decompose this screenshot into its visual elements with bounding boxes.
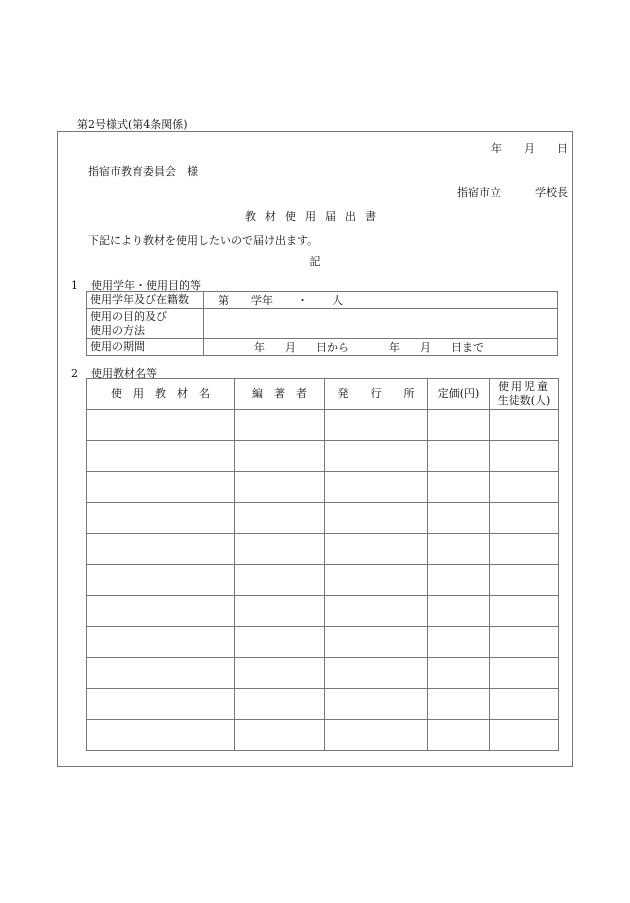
material-name-cell[interactable] [87, 565, 235, 596]
material-name-cell[interactable] [87, 503, 235, 534]
grade-value[interactable] [204, 292, 558, 309]
grade-dot: ・ [297, 294, 308, 307]
col-material-name: 使 用 教 材 名 [87, 379, 235, 410]
col-student-count-line1: 使用児童 [498, 380, 550, 393]
table-row [87, 720, 559, 751]
publisher-cell[interactable] [325, 503, 428, 534]
section1-title: 使用学年・使用目的等 [91, 279, 201, 292]
table-row [87, 658, 559, 689]
form-number-label: 第2号様式(第4条関係) [77, 118, 188, 131]
student-count-cell[interactable] [490, 689, 559, 720]
col-publisher: 発 行 所 [325, 379, 428, 410]
material-name-cell[interactable] [87, 689, 235, 720]
price-cell[interactable] [428, 658, 490, 689]
publisher-cell[interactable] [325, 720, 428, 751]
publisher-cell[interactable] [325, 596, 428, 627]
date-day: 日 [557, 142, 568, 155]
price-cell[interactable] [428, 627, 490, 658]
col-student-count-line2: 生徒数(人) [497, 394, 551, 407]
price-cell[interactable] [428, 565, 490, 596]
materials-table-body [87, 410, 559, 751]
purpose-label-line1: 使用の目的及び [90, 309, 167, 323]
grade-nin: 人 [332, 294, 343, 307]
author-cell[interactable] [235, 720, 325, 751]
material-name-cell[interactable] [87, 441, 235, 472]
price-cell[interactable] [428, 503, 490, 534]
publisher-cell[interactable] [325, 472, 428, 503]
author-cell[interactable] [235, 534, 325, 565]
material-name-cell[interactable] [87, 472, 235, 503]
date-month: 月 [524, 142, 535, 155]
table-row [87, 441, 559, 472]
period-label: 使用の期間 [87, 339, 204, 356]
document-title: 教材使用届出書 [245, 210, 385, 223]
price-cell[interactable] [428, 441, 490, 472]
period-y2: 年 [389, 341, 400, 354]
issuer-city: 指宿市立 [457, 186, 501, 199]
publisher-cell[interactable] [325, 689, 428, 720]
price-cell[interactable] [428, 720, 490, 751]
purpose-label [87, 309, 204, 339]
ki-heading: 記 [309, 255, 321, 268]
student-count-cell[interactable] [490, 627, 559, 658]
table-row [87, 472, 559, 503]
col-student-count [490, 379, 559, 410]
student-count-cell[interactable] [490, 565, 559, 596]
grade-dai: 第 [218, 294, 229, 307]
period-m1: 月 [285, 341, 296, 354]
author-cell[interactable] [235, 565, 325, 596]
publisher-cell[interactable] [325, 565, 428, 596]
publisher-cell[interactable] [325, 410, 428, 441]
student-count-cell[interactable] [490, 596, 559, 627]
table-row [87, 503, 559, 534]
author-cell[interactable] [235, 410, 325, 441]
material-name-cell[interactable] [87, 720, 235, 751]
intro-text: 下記により教材を使用したいので届け出ます。 [88, 234, 319, 247]
price-cell[interactable] [428, 410, 490, 441]
date-line [491, 140, 568, 156]
table-row [87, 627, 559, 658]
material-name-cell[interactable] [87, 627, 235, 658]
price-cell[interactable] [428, 689, 490, 720]
purpose-label-line2: 使用の方法 [90, 323, 145, 337]
student-count-cell[interactable] [490, 472, 559, 503]
issuer [457, 184, 568, 200]
usage-info-table [86, 291, 558, 356]
col-author: 編 著 者 [235, 379, 325, 410]
publisher-cell[interactable] [325, 534, 428, 565]
author-cell[interactable] [235, 689, 325, 720]
date-year: 年 [491, 142, 502, 155]
author-cell[interactable] [235, 596, 325, 627]
price-cell[interactable] [428, 534, 490, 565]
price-cell[interactable] [428, 472, 490, 503]
table-row [87, 534, 559, 565]
period-m2: 月 [420, 341, 431, 354]
addressee: 指宿市教育委員会 様 [88, 165, 198, 178]
material-name-cell[interactable] [87, 596, 235, 627]
period-y1: 年 [254, 341, 265, 354]
student-count-cell[interactable] [490, 410, 559, 441]
period-d1: 日から [316, 341, 349, 354]
student-count-cell[interactable] [490, 441, 559, 472]
publisher-cell[interactable] [325, 627, 428, 658]
student-count-cell[interactable] [490, 720, 559, 751]
materials-table [86, 378, 559, 751]
col-price: 定価(円) [428, 379, 490, 410]
material-name-cell[interactable] [87, 658, 235, 689]
grade-gakunen: 学年 [251, 294, 273, 307]
grade-label: 使用学年及び在籍数 [87, 292, 204, 309]
material-name-cell[interactable] [87, 410, 235, 441]
period-value[interactable] [204, 339, 558, 356]
publisher-cell[interactable] [325, 441, 428, 472]
purpose-value[interactable] [204, 309, 558, 339]
student-count-cell[interactable] [490, 658, 559, 689]
author-cell[interactable] [235, 627, 325, 658]
section1-number: 1 [71, 279, 78, 292]
table-row [87, 565, 559, 596]
student-count-cell[interactable] [490, 534, 559, 565]
issuer-title: 学校長 [535, 186, 568, 199]
table-row [87, 689, 559, 720]
table-row [87, 410, 559, 441]
publisher-cell[interactable] [325, 658, 428, 689]
author-cell[interactable] [235, 441, 325, 472]
author-cell[interactable] [235, 658, 325, 689]
period-d2: 日まで [451, 341, 484, 354]
section2-number: 2 [71, 367, 78, 380]
author-cell[interactable] [235, 472, 325, 503]
price-cell[interactable] [428, 596, 490, 627]
author-cell[interactable] [235, 503, 325, 534]
table-row [87, 596, 559, 627]
section2-title: 使用教材名等 [91, 367, 157, 380]
student-count-cell[interactable] [490, 503, 559, 534]
material-name-cell[interactable] [87, 534, 235, 565]
